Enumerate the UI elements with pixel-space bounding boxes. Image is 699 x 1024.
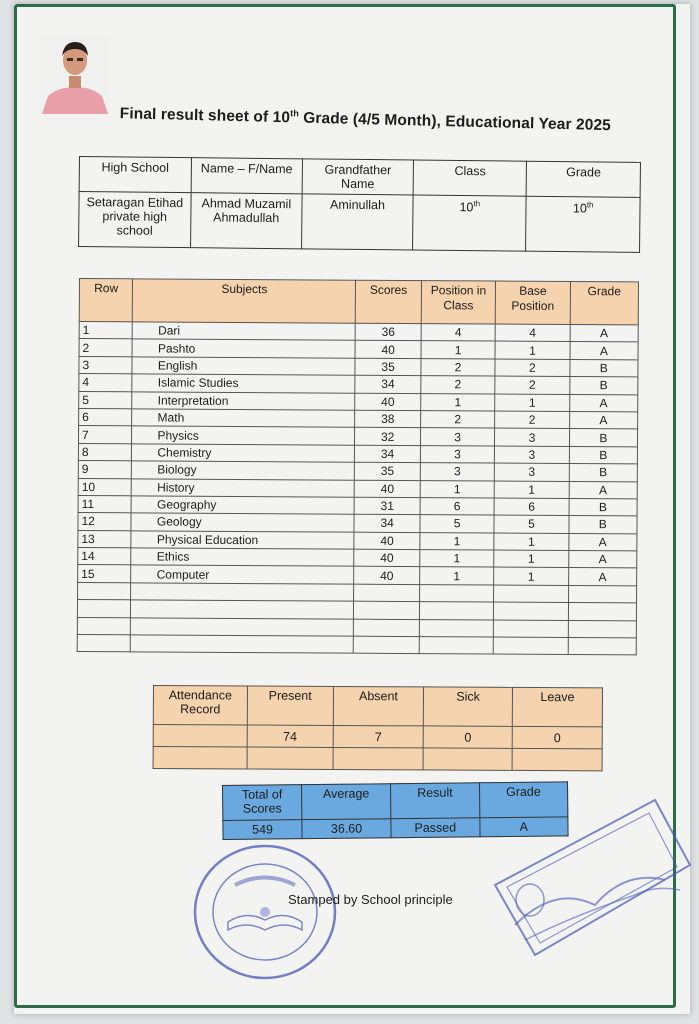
header-scores: Scores xyxy=(356,280,422,323)
empty-cell xyxy=(131,635,354,654)
cell-grade: A xyxy=(569,411,637,429)
total-label: Total of Scores xyxy=(223,785,302,821)
cell-row: 6 xyxy=(79,408,133,426)
cell-score: 36 xyxy=(356,323,422,341)
cell-row: 2 xyxy=(79,339,133,357)
translation-services-seal-icon xyxy=(190,840,340,985)
total-value: 549 xyxy=(223,820,302,840)
cell-pos: 1 xyxy=(420,480,494,498)
present-value: 74 xyxy=(247,725,333,747)
cell-grade: B xyxy=(569,516,637,534)
stamp-note: Stamped by School principle xyxy=(288,892,453,907)
cell-score: 35 xyxy=(355,358,421,376)
empty-row xyxy=(77,635,636,656)
cell-score: 40 xyxy=(354,549,420,567)
cell-base: 2 xyxy=(495,376,569,394)
cell-row: 9 xyxy=(78,461,132,479)
cell-grade: B xyxy=(569,464,637,482)
cell-grade: A xyxy=(570,342,638,360)
empty-cell xyxy=(494,620,568,638)
cell-subject: Math xyxy=(132,409,355,428)
cell-grade: A xyxy=(568,551,636,569)
cell-base: 3 xyxy=(495,446,569,464)
cell-subject: Dari xyxy=(133,322,356,341)
cell-pos: 5 xyxy=(420,515,494,533)
cell-score: 40 xyxy=(355,480,421,498)
empty-cell xyxy=(568,620,636,638)
cell-row: 4 xyxy=(79,374,133,392)
cell-row: 10 xyxy=(78,478,132,496)
leave-value: 0 xyxy=(512,726,602,748)
average-label: Average xyxy=(302,784,391,820)
grade-value: 10th xyxy=(526,196,640,252)
cell-pos: 3 xyxy=(420,463,494,481)
cell-row: 12 xyxy=(78,513,132,531)
cell-subject: Islamic Studies xyxy=(132,374,355,393)
empty-cell xyxy=(493,637,567,655)
cell-subject: Computer xyxy=(131,565,354,584)
header-base-position: Base Position xyxy=(495,281,570,324)
attendance-empty-cell xyxy=(153,747,247,769)
empty-cell xyxy=(354,601,420,619)
empty-cell xyxy=(494,585,568,603)
cell-base: 3 xyxy=(495,463,569,481)
cell-row: 8 xyxy=(78,443,132,461)
cell-grade: A xyxy=(569,394,637,412)
attendance-empty-cell xyxy=(247,747,333,769)
cell-pos: 1 xyxy=(421,393,495,411)
sheet-title: Final result sheet of 10th Grade (4/5 Month), Educational Year 2025 xyxy=(119,105,612,135)
average-value: 36.60 xyxy=(302,819,391,839)
cell-subject: History xyxy=(132,478,355,497)
cell-pos: 1 xyxy=(420,550,494,568)
cell-score: 40 xyxy=(355,341,421,359)
cell-subject: Biology xyxy=(132,461,355,480)
cell-score: 35 xyxy=(355,462,421,480)
cell-grade: B xyxy=(569,498,637,516)
cell-subject: Geology xyxy=(131,513,354,532)
result-label: Result xyxy=(391,783,480,819)
subjects-marks-table xyxy=(77,278,639,656)
cell-score: 32 xyxy=(355,428,421,446)
cell-grade: B xyxy=(570,359,638,377)
cell-subject: Pashto xyxy=(132,339,355,358)
attendance-empty-cell xyxy=(423,748,512,770)
cell-pos: 3 xyxy=(420,445,494,463)
header-subjects: Subjects xyxy=(133,279,356,323)
cell-row: 14 xyxy=(78,548,132,566)
cell-row: 13 xyxy=(78,530,132,548)
cell-row: 15 xyxy=(78,565,132,583)
cell-score: 34 xyxy=(355,445,421,463)
cell-grade: A xyxy=(570,324,638,342)
cell-grade: B xyxy=(569,429,637,447)
cell-row: 11 xyxy=(78,495,132,513)
cell-base: 1 xyxy=(495,341,569,359)
header-high-school: High School xyxy=(79,157,191,193)
cell-pos: 4 xyxy=(421,324,495,342)
cell-row: 1 xyxy=(79,322,133,340)
empty-cell xyxy=(77,617,131,635)
cell-base: 6 xyxy=(494,498,568,516)
cell-base: 1 xyxy=(494,533,568,551)
school-name: Setaragan Etihad private high school xyxy=(79,192,191,248)
father-name-value: Ahmadullah xyxy=(213,210,280,226)
class-value: 10th xyxy=(413,195,527,251)
leave-label: Leave xyxy=(512,687,602,726)
cell-subject: Geography xyxy=(132,496,355,515)
empty-cell xyxy=(568,638,636,656)
cell-base: 1 xyxy=(495,394,569,412)
header-row: Row xyxy=(79,279,133,322)
cell-pos: 1 xyxy=(421,341,495,359)
empty-cell xyxy=(419,602,493,620)
empty-cell xyxy=(354,619,420,637)
result-value: Passed xyxy=(391,818,480,838)
cell-subject: Physical Education xyxy=(131,531,354,550)
cell-subject: Physics xyxy=(132,426,355,445)
cell-base: 1 xyxy=(494,550,568,568)
empty-cell xyxy=(77,600,131,618)
cell-score: 38 xyxy=(355,410,421,428)
cell-base: 2 xyxy=(495,359,569,377)
header-class: Class xyxy=(413,160,527,196)
cell-grade: A xyxy=(568,568,636,586)
empty-cell xyxy=(419,637,493,655)
cell-pos: 2 xyxy=(421,376,495,394)
cell-pos: 1 xyxy=(420,532,494,550)
empty-cell xyxy=(131,600,354,619)
sick-value: 0 xyxy=(424,726,513,748)
empty-cell xyxy=(131,583,354,602)
grandfather-name: Aminullah xyxy=(301,194,413,250)
empty-cell xyxy=(419,584,493,602)
cell-base: 2 xyxy=(495,411,569,429)
sick-label: Sick xyxy=(424,687,513,726)
student-photo xyxy=(40,36,110,114)
cell-base: 3 xyxy=(495,428,569,446)
cell-base: 1 xyxy=(494,481,568,499)
cell-subject: English xyxy=(132,357,355,376)
header-grade: Grade xyxy=(570,282,639,325)
cell-score: 34 xyxy=(354,514,420,532)
cell-base: 1 xyxy=(494,568,568,586)
cell-grade: A xyxy=(569,481,637,499)
present-label: Present xyxy=(247,686,333,725)
empty-cell xyxy=(568,603,636,621)
absent-value: 7 xyxy=(333,725,424,747)
absent-label: Absent xyxy=(333,686,424,725)
cell-grade: A xyxy=(569,533,637,551)
attendance-table xyxy=(153,685,603,771)
empty-cell xyxy=(568,585,636,603)
empty-cell xyxy=(77,635,131,653)
cell-grade: B xyxy=(569,377,637,395)
empty-cell xyxy=(354,584,420,602)
attendance-empty-cell xyxy=(512,748,602,770)
cell-pos: 2 xyxy=(420,411,494,429)
grade-label: Grade xyxy=(479,782,568,818)
cell-score: 31 xyxy=(354,497,420,515)
attendance-empty-cell xyxy=(333,747,424,769)
empty-cell xyxy=(78,582,132,600)
cell-pos: 1 xyxy=(420,567,494,585)
cell-row: 5 xyxy=(79,391,133,409)
header-grade: Grade xyxy=(527,161,641,197)
attendance-label: Attendance Record xyxy=(153,686,247,725)
cell-score: 40 xyxy=(354,567,420,585)
cell-pos: 2 xyxy=(421,358,495,376)
principal-seal-icon xyxy=(485,775,695,970)
header-position-class: Position in Class xyxy=(421,281,496,324)
cell-pos: 6 xyxy=(420,497,494,515)
attendance-blank xyxy=(153,725,247,747)
final-grade-value: A xyxy=(480,817,568,837)
cell-pos: 3 xyxy=(420,428,494,446)
header-name: Name – F/Name xyxy=(191,158,303,194)
cell-subject: Ethics xyxy=(131,548,354,567)
empty-cell xyxy=(354,636,420,654)
cell-row: 3 xyxy=(79,356,133,374)
empty-cell xyxy=(494,602,568,620)
cell-base: 4 xyxy=(495,324,569,342)
empty-cell xyxy=(131,617,354,636)
header-grandfather: Grandfather Name xyxy=(302,159,414,195)
cell-subject: Chemistry xyxy=(132,444,355,463)
cell-score: 34 xyxy=(355,375,421,393)
cell-grade: B xyxy=(569,446,637,464)
cell-base: 5 xyxy=(494,515,568,533)
cell-score: 40 xyxy=(354,532,420,550)
cell-row: 7 xyxy=(78,426,132,444)
student-info-table xyxy=(78,156,641,253)
empty-cell xyxy=(419,619,493,637)
name-value: Ahmad Muzamil xyxy=(201,196,292,212)
cell-score: 40 xyxy=(355,393,421,411)
student-name xyxy=(190,193,302,249)
cell-subject: Interpretation xyxy=(132,391,355,410)
